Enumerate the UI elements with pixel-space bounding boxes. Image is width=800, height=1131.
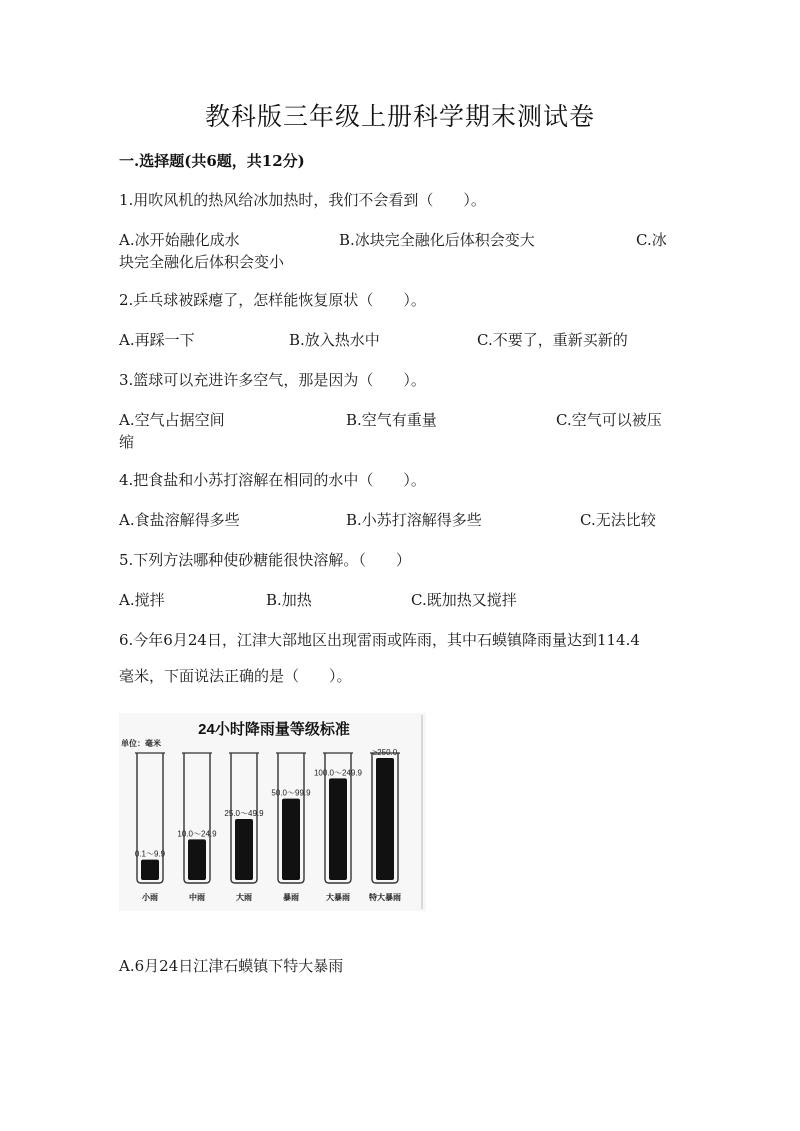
- rainfall-chart: [119, 713, 426, 911]
- chart-bar: [141, 860, 159, 880]
- chart-category-label: 中雨: [189, 893, 205, 902]
- chart-data-label: 25.0～49.9: [224, 809, 264, 818]
- page-title: 教科版三年级上册科学期末测试卷: [204, 102, 595, 131]
- question-3-stem: 3.篮球可以充进许多空气，那是因为（ ）。: [119, 371, 426, 389]
- section-heading: 一.选择题(共6题，共12分): [119, 152, 305, 170]
- question-2-option-b: B.放入热水中: [289, 331, 380, 349]
- question-4-option-b: B.小苏打溶解得多些: [346, 511, 482, 529]
- question-1-option-c-wrap: 块完全融化后体积会变小: [119, 253, 285, 271]
- chart-title: 24小时降雨量等级标准: [198, 721, 350, 738]
- question-2-option-c: C.不要了，重新买新的: [477, 331, 628, 349]
- chart-category-label: 大暴雨: [326, 893, 350, 902]
- chart-data-label: ≥250.0: [372, 748, 398, 757]
- question-5-option-c: C.既加热又搅拌: [411, 591, 517, 609]
- question-1-option-a: A.冰开始融化成水: [119, 231, 240, 249]
- question-2-option-a: A.再踩一下: [119, 331, 195, 349]
- question-4-option-c: C.无法比较: [580, 511, 656, 529]
- question-1-option-b: B.冰块完全融化后体积会变大: [339, 231, 535, 249]
- question-3-option-b: B.空气有重量: [346, 411, 437, 429]
- chart-bar: [282, 799, 300, 880]
- question-3-option-c: C.空气可以被压: [556, 411, 662, 429]
- chart-data-label: 50.0～99.9: [271, 788, 311, 798]
- chart-data-label: 0.1～9.9: [134, 849, 166, 859]
- question-5-option-b: B.加热: [266, 591, 312, 609]
- question-4-option-a: A.食盐溶解得多些: [119, 511, 240, 529]
- question-3-option-c-wrap: 缩: [119, 433, 135, 451]
- chart-category-label: 特大暴雨: [369, 893, 401, 902]
- question-6-stem-wrap: 毫米，下面说法正确的是（ ）。: [119, 667, 352, 685]
- chart-bar: [235, 819, 253, 880]
- question-5-stem: 5.下列方法哪种使砂糖能很快溶解。（ ）: [119, 551, 411, 569]
- chart-category-label: 大雨: [236, 893, 252, 902]
- rainfall-chart-svg: [119, 713, 426, 911]
- chart-bar: [329, 778, 347, 880]
- question-1-option-c: C.冰: [636, 231, 667, 249]
- question-4-stem: 4.把食盐和小苏打溶解在相同的水中（ ）。: [119, 471, 426, 489]
- chart-data-label: 10.0～24.9: [177, 829, 217, 839]
- chart-bar: [376, 758, 394, 880]
- chart-unit-label: 单位：毫米: [121, 739, 161, 748]
- question-2-stem: 2.乒乓球被踩瘪了，怎样能恢复原状（ ）。: [119, 291, 426, 309]
- question-3-option-a: A.空气占据空间: [119, 411, 225, 429]
- chart-category-label: 暴雨: [283, 893, 299, 902]
- chart-bar: [188, 839, 206, 880]
- chart-data-label: 100.0～249.9: [313, 768, 363, 778]
- question-6-option-a: A.6月24日江津石蟆镇下特大暴雨: [119, 957, 344, 975]
- question-5-option-a: A.搅拌: [119, 591, 165, 609]
- chart-category-label: 小雨: [142, 893, 158, 902]
- question-6-stem: 6.今年6月24日，江津大部地区出现雷雨或阵雨，其中石蟆镇降雨量达到114.4: [119, 631, 640, 649]
- question-1-stem: 1.用吹风机的热风给冰加热时，我们不会看到（ ）。: [119, 191, 486, 209]
